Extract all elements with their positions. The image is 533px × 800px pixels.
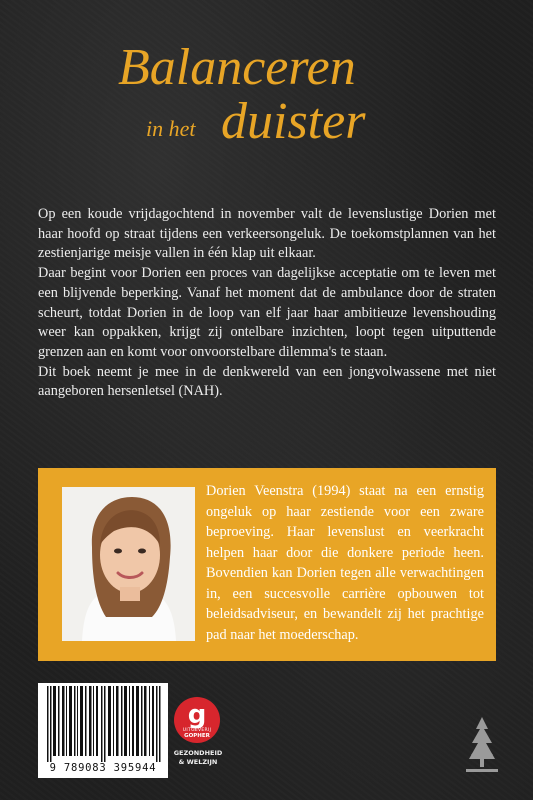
author-bio: Dorien Veenstra (1994) staat na een ernstig ongeluk op haar zestiende voor een zware beproeving. Haar levenslust en veerkracht helpen haar door die donkere periode heen. Bovendien kan Dorien tegen alle verwachtingen in, een succesvolle carrière opbouwen tot beleidsadviseur, en bewandelt zij het prachtige pad naar het moederschap.: [206, 483, 484, 643]
title-small-words: in het: [146, 116, 196, 141]
isbn-number: 9 789083 395944: [49, 762, 157, 774]
publisher-imprint: [170, 749, 226, 767]
back-cover-blurb: [38, 205, 496, 402]
publisher-logo-line-2: GOPHER: [184, 733, 210, 739]
title-line-2: duister: [221, 93, 366, 150]
author-box: [38, 468, 496, 661]
title-line-1: Balanceren: [118, 39, 356, 96]
publisher-logo-line-1: UITGEVERIJ: [182, 728, 212, 733]
imprint-line-2: & WELZIJN: [178, 758, 218, 766]
publisher-logo-glyph: g: [187, 700, 207, 730]
barcode-bars: [41, 686, 165, 762]
imprint-line-1: GEZONDHEID: [173, 749, 223, 757]
blurb-paragraph-2: Daar begint voor Dorien een proces van dagelijkse acceptatie om te leven met een blijvende beperking. Vanaf het moment dat de ambulance door de straten scheurt, totdat Dorien in de loop van elf jaar haar ambitieuze levenshouding weer kan oppakken, krijgt zij ontelbare inzichten, loopt tegen uitputtende grenzen aan en komt voor onvoorstelbare dilemma's te staan.: [38, 265, 496, 360]
barcode: [38, 683, 168, 778]
author-portrait-image: [62, 487, 195, 641]
blurb-paragraph-1: Op een koude vrijdagochtend in november valt de levenslustige Dorien met haar hoofd op straat tijdens een verkeersongeluk. De toekomstplannen van het zestienjarige meisje vallen in één klap uit elkaar.: [38, 206, 496, 262]
blurb-paragraph-3: Dit boek neemt je mee in de denkwereld van een jongvolwassene met niet aangeboren hersenletsel (NAH).: [38, 363, 496, 400]
author-photo: [62, 487, 195, 641]
fsc-tree-icon: [462, 715, 502, 777]
publisher-logo: [174, 697, 220, 743]
